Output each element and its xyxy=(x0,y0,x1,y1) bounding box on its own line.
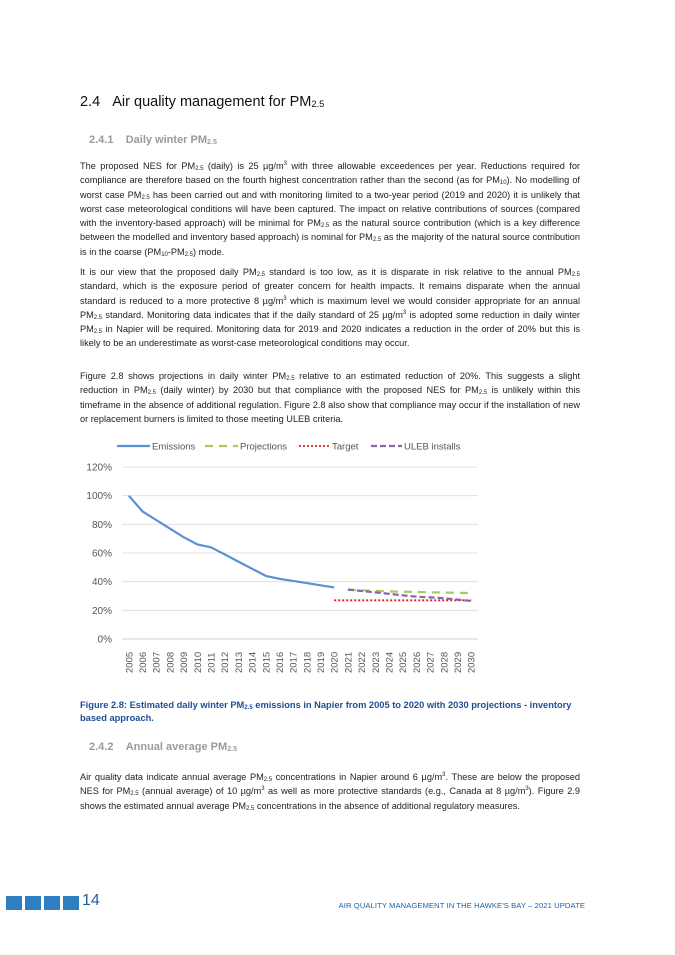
x-tick-label: 2021 xyxy=(343,651,355,673)
x-tick-label: 2028 xyxy=(439,651,451,673)
x-tick-label: 2010 xyxy=(192,651,204,673)
legend-label: Projections xyxy=(240,441,287,453)
x-tick-label: 2005 xyxy=(124,651,136,673)
x-tick-label: 2011 xyxy=(206,652,218,673)
subsection-title-sub: 2.5 xyxy=(207,138,217,146)
x-tick-label: 2030 xyxy=(466,651,478,673)
x-tick-label: 2019 xyxy=(316,651,328,673)
subsection-title: Annual average PM xyxy=(125,741,228,753)
footer-squares-decoration xyxy=(6,896,79,910)
y-tick-label: 60% xyxy=(91,548,112,560)
paragraph-1: The proposed NES for $PM_{2.5}$ (daily) is 25 $\mu g/m^3$ with three allowable exceedences per year. Reductions required for compliance are therefore based on the fourth highest concentration rather than the second (as for $PM_{10}$). No modelling of worst case $PM_{2.5}$ has been carried out and with monitoring limited to a two-year period (2019 and 2020) it is unlikely that worst case meteorological conditions will have been captured. The impact on relative contributions of sources (compared with the inventory-based approach) will be minimal for $PM_{2.5}$ as the natural source contribution (which is a key difference between the modelled and inventory based approach) is nominal for $PM_{2.5}$ as the majority of the natural source contribution is in the coarse $(PM_{10}-PM_{2.5})$ mode. xyxy=(80,161,580,258)
x-tick-label: 2009 xyxy=(179,651,191,673)
footer-square xyxy=(63,896,79,910)
x-tick-label: 2008 xyxy=(165,651,177,673)
subsection-title-sub: 2.5 xyxy=(227,745,238,753)
subsection-heading-daily xyxy=(89,134,217,146)
footer-square xyxy=(6,896,22,910)
paragraph-2: It is our view that the proposed daily $PM_{2.5}$ standard is too low, as it is disparate in risk relative to the annual $PM_{2.5}$ standard, which is the exposure period of greater concern for health impacts. It remains disparate when the annual standard is reduced to a more protective 8 $\mu g/m^3$ which is maximum level we would consider appropriate for an annual $PM_{2.5}$ standard. Monitoring data indicates that if the daily standard of 25 $\mu g/m^3$ is adopted some reduction in daily winter $PM_{2.5}$ in Napier will be required. Monitoring data for 2019 and 2020 indicates a reduction in the order of 20% but this is likely to be an underestimate as worst-case meteorological conditions may occur. xyxy=(80,267,581,349)
x-tick-label: 2026 xyxy=(411,651,423,673)
paragraph-4: Air quality data indicate annual average $PM_{2.5}$ concentrations in Napier around 6 $\mu g/m^3$. These are below the proposed NES for $PM_{2.5}$ (annual average) of 10 $\mu g/m^3$ as well as more protective standards (e.g., Canada at 8 $\mu g/m^3$). Figure 2.9 shows the estimated annual average $PM_{2.5}$ concentrations in the absence of additional regulatory measures. xyxy=(80,772,580,812)
legend-label: ULEB installs xyxy=(404,441,461,453)
section-heading xyxy=(80,94,324,110)
page-number: 14 xyxy=(82,892,100,909)
x-tick-label: 2027 xyxy=(425,651,437,673)
legend-label: Emissions xyxy=(152,441,196,453)
figure-caption: Figure 2.8: Estimated daily winter $PM_{2.5}$ emissions in Napier from 2005 to 2020 with 2030 projections - inventory based approach. xyxy=(80,700,572,723)
y-tick-label: 0% xyxy=(97,634,112,646)
subsection-heading-annual xyxy=(89,741,237,753)
x-tick-label: 2022 xyxy=(357,651,369,673)
y-tick-label: 80% xyxy=(91,519,112,531)
section-number: 2.4 xyxy=(80,94,101,110)
footer-square xyxy=(44,896,60,910)
x-tick-label: 2012 xyxy=(220,651,232,673)
y-tick-label: 120% xyxy=(86,462,112,474)
x-tick-label: 2014 xyxy=(247,651,259,673)
series-line-emissions xyxy=(129,496,334,588)
subsection-number: 2.4.1 xyxy=(89,134,114,146)
x-tick-label: 2018 xyxy=(302,651,314,673)
footer-square xyxy=(25,896,41,910)
x-tick-label: 2020 xyxy=(329,651,341,673)
x-tick-label: 2006 xyxy=(138,651,150,673)
x-tick-label: 2017 xyxy=(288,651,300,673)
y-tick-label: 40% xyxy=(91,577,112,589)
legend-label: Target xyxy=(332,441,359,453)
x-tick-label: 2007 xyxy=(151,651,163,673)
x-tick-label: 2013 xyxy=(233,651,245,673)
x-tick-label: 2029 xyxy=(452,651,464,673)
subsection-number: 2.4.2 xyxy=(89,741,114,753)
x-tick-label: 2024 xyxy=(384,651,396,673)
x-tick-label: 2023 xyxy=(370,651,382,673)
y-tick-label: 20% xyxy=(91,605,112,617)
emissions-chart xyxy=(0,430,675,698)
footer-title: AIR QUALITY MANAGEMENT IN THE HAWKE'S BAY – 2021 UPDATE xyxy=(338,901,585,910)
x-tick-label: 2015 xyxy=(261,651,273,673)
section-title: Air quality management for PM xyxy=(112,94,312,110)
y-tick-label: 100% xyxy=(86,491,112,503)
x-tick-label: 2025 xyxy=(398,651,410,673)
section-title-sub: 2.5 xyxy=(311,98,325,109)
paragraph-3: Figure 2.8 shows projections in daily winter $PM_{2.5}$ relative to an estimated reduction of 20%. This suggests a slight reduction in $PM_{2.5}$ (daily winter) by 2030 but that compliance with the proposed NES for $PM_{2.5}$ is unlikely within this timeframe in the absence of additional regulation. Figure 2.8 also show that compliance may occur if the installation of new or replacement burners is limited to those meeting ULEB criteria. xyxy=(80,371,580,424)
subsection-title: Daily winter PM xyxy=(125,134,207,146)
x-tick-label: 2016 xyxy=(274,651,286,673)
